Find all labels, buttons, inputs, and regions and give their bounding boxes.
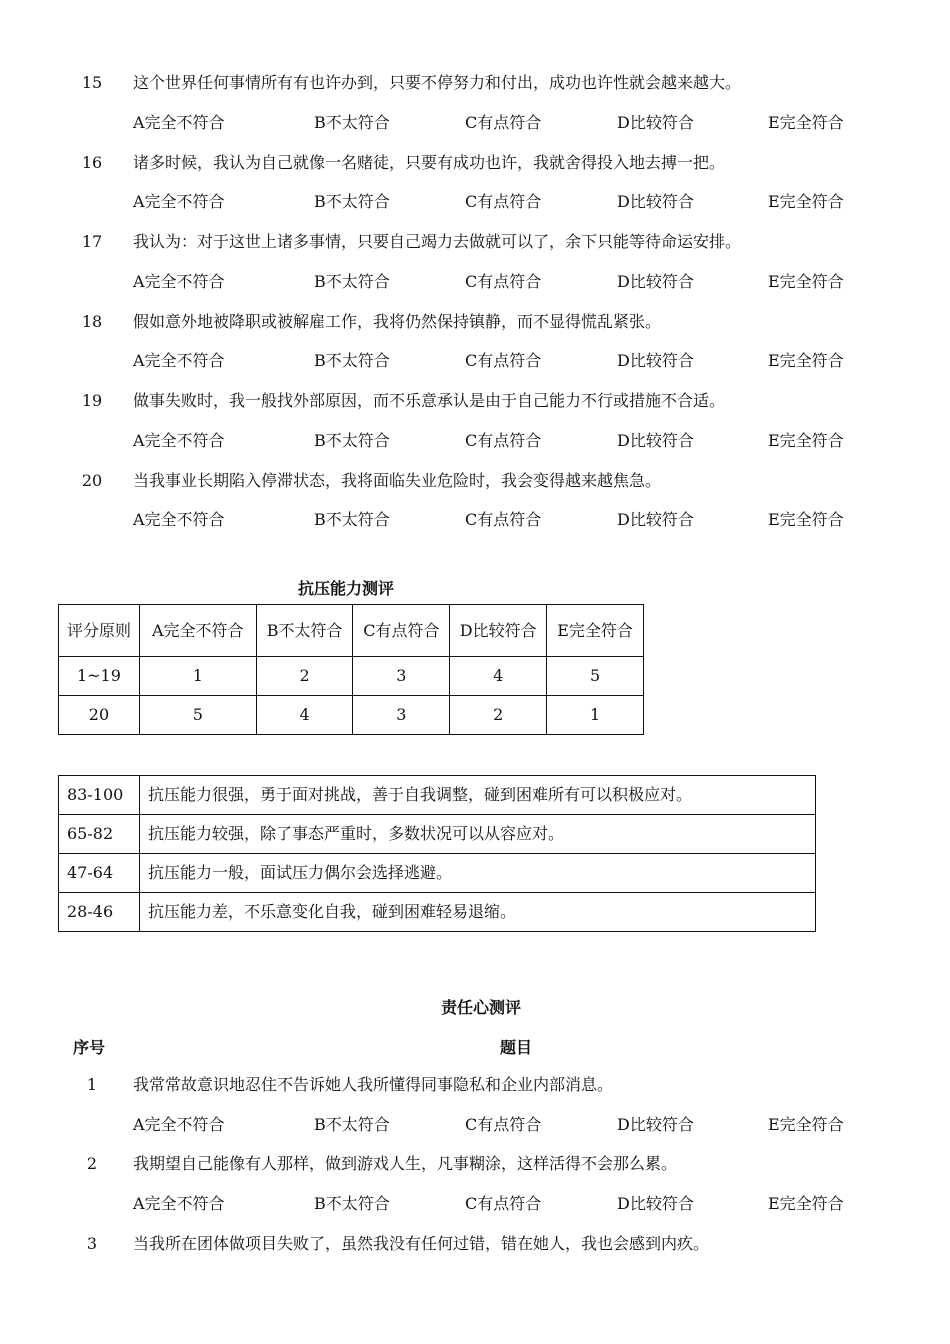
- option-d[interactable]: D比较符合: [617, 510, 694, 529]
- option-d[interactable]: D比较符合: [617, 1115, 694, 1134]
- option-c[interactable]: C有点符合: [465, 351, 542, 370]
- answer-options: [0, 349, 950, 373]
- option-a[interactable]: A完全不符合: [133, 431, 225, 450]
- table-cell: 4: [450, 657, 547, 696]
- responsibility-question-3: [0, 1232, 950, 1256]
- table-header-cell: C有点符合: [353, 605, 450, 657]
- question-number: 19: [81, 391, 103, 410]
- question-number: 1: [86, 1075, 98, 1094]
- option-a[interactable]: A完全不符合: [133, 113, 225, 132]
- option-b[interactable]: B不太符合: [314, 1194, 390, 1213]
- answer-options: [0, 429, 950, 453]
- question-text: 做事失败时，我一般找外部原因，而不乐意承认是由于自己能力不行或措施不合适。: [133, 391, 726, 410]
- option-d[interactable]: D比较符合: [617, 192, 694, 211]
- stress-question-19: [0, 389, 950, 413]
- question-text: 我认为：对于这世上诸多事情，只要自己竭力去做就可以了，余下只能等待命运安排。: [133, 232, 742, 251]
- option-b[interactable]: B不太符合: [314, 431, 390, 450]
- table-cell: 4: [256, 696, 353, 735]
- responsibility-section-title: 责任心测评: [441, 998, 522, 1017]
- option-c[interactable]: C有点符合: [465, 1194, 542, 1213]
- answer-options: [0, 1113, 950, 1137]
- question-number: 16: [81, 153, 103, 172]
- option-a[interactable]: A完全不符合: [133, 1194, 225, 1213]
- option-a[interactable]: A完全不符合: [133, 510, 225, 529]
- table-row: [59, 893, 816, 932]
- stress-question-18: [0, 310, 950, 334]
- table-cell: 5: [139, 696, 256, 735]
- answer-options: [0, 508, 950, 532]
- answer-options: [0, 190, 950, 214]
- table-cell: 20: [59, 696, 140, 735]
- table-cell: 3: [353, 696, 450, 735]
- option-e[interactable]: E完全符合: [768, 192, 844, 211]
- question-text: 当我所在团体做项目失败了，虽然我没有任何过错，错在她人，我也会感到内疚。: [133, 1234, 710, 1253]
- option-a[interactable]: A完全不符合: [133, 272, 225, 291]
- table-header-cell: D比较符合: [450, 605, 547, 657]
- score-range: 83-100: [59, 776, 140, 815]
- option-d[interactable]: D比较符合: [617, 351, 694, 370]
- option-b[interactable]: B不太符合: [314, 192, 390, 211]
- level-table: [58, 775, 816, 932]
- option-b[interactable]: B不太符合: [314, 272, 390, 291]
- option-e[interactable]: E完全符合: [768, 272, 844, 291]
- option-e[interactable]: E完全符合: [768, 1194, 844, 1213]
- table-row: [59, 815, 816, 854]
- option-a[interactable]: A完全不符合: [133, 351, 225, 370]
- question-number: 15: [81, 73, 103, 92]
- table-header-cell: B不太符合: [256, 605, 353, 657]
- score-table: [58, 604, 644, 735]
- answer-options: [0, 270, 950, 294]
- table-cell: 3: [353, 657, 450, 696]
- option-c[interactable]: C有点符合: [465, 431, 542, 450]
- option-a[interactable]: A完全不符合: [133, 1115, 225, 1134]
- stress-question-15: [0, 71, 950, 95]
- score-range: 47-64: [59, 854, 140, 893]
- option-b[interactable]: B不太符合: [314, 1115, 390, 1134]
- option-a[interactable]: A完全不符合: [133, 192, 225, 211]
- table-cell: 1: [547, 696, 644, 735]
- option-b[interactable]: B不太符合: [314, 351, 390, 370]
- score-range: 65-82: [59, 815, 140, 854]
- stress-question-20: [0, 469, 950, 493]
- question-text: 当我事业长期陷入停滞状态，我将面临失业危险时，我会变得越来越焦急。: [133, 471, 662, 490]
- option-d[interactable]: D比较符合: [617, 1194, 694, 1213]
- level-description: 抗压能力差，不乐意变化自我，碰到困难轻易退缩。: [140, 893, 816, 932]
- level-description: 抗压能力一般，面试压力偶尔会选择逃避。: [140, 854, 816, 893]
- option-d[interactable]: D比较符合: [617, 431, 694, 450]
- table-row: [59, 776, 816, 815]
- responsibility-question-1: [0, 1073, 950, 1097]
- table-cell: 2: [256, 657, 353, 696]
- option-e[interactable]: E完全符合: [768, 113, 844, 132]
- option-c[interactable]: C有点符合: [465, 510, 542, 529]
- question-number: 17: [81, 232, 103, 251]
- option-d[interactable]: D比较符合: [617, 272, 694, 291]
- option-b[interactable]: B不太符合: [314, 113, 390, 132]
- score-range: 28-46: [59, 893, 140, 932]
- question-text: 这个世界任何事情所有有也许办到，只要不停努力和付出，成功也许性就会越来越大。: [133, 73, 742, 92]
- option-e[interactable]: E完全符合: [768, 431, 844, 450]
- question-text: 诸多时候，我认为自己就像一名赌徒，只要有成功也许，我就舍得投入地去搏一把。: [133, 153, 726, 172]
- table-row: [59, 657, 644, 696]
- question-number: 2: [86, 1154, 98, 1173]
- question-text: 我常常故意识地忍住不告诉她人我所懂得同事隐私和企业内部消息。: [133, 1075, 614, 1094]
- table-row: [59, 854, 816, 893]
- table-cell: 1: [139, 657, 256, 696]
- table-cell: 1~19: [59, 657, 140, 696]
- question-text: 我期望自己能像有人那样，做到游戏人生，凡事糊涂，这样活得不会那么累。: [133, 1154, 678, 1173]
- option-c[interactable]: C有点符合: [465, 1115, 542, 1134]
- table-header-cell: A完全不符合: [139, 605, 256, 657]
- question-number: 20: [81, 471, 103, 490]
- table-row: [59, 696, 644, 735]
- option-e[interactable]: E完全符合: [768, 510, 844, 529]
- level-description: 抗压能力较强，除了事态严重时，多数状况可以从容应对。: [140, 815, 816, 854]
- option-b[interactable]: B不太符合: [314, 510, 390, 529]
- level-description: 抗压能力很强，勇于面对挑战，善于自我调整，碰到困难所有可以积极应对。: [140, 776, 816, 815]
- column-header-topic: 题目: [500, 1038, 533, 1057]
- column-header-number: 序号: [73, 1038, 106, 1057]
- option-c[interactable]: C有点符合: [465, 192, 542, 211]
- question-text: 假如意外地被降职或被解雇工作，我将仍然保持镇静，而不显得慌乱紧张。: [133, 312, 662, 331]
- answer-options: [0, 1192, 950, 1216]
- question-number: 3: [86, 1234, 98, 1253]
- answer-options: [0, 111, 950, 135]
- stress-question-16: [0, 151, 950, 175]
- table-header-cell: 评分原则: [59, 605, 140, 657]
- option-c[interactable]: C有点符合: [465, 272, 542, 291]
- table-cell: 5: [547, 657, 644, 696]
- option-e[interactable]: E完全符合: [768, 1115, 844, 1134]
- table-cell: 2: [450, 696, 547, 735]
- question-number: 18: [81, 312, 103, 331]
- stress-section-title: 抗压能力测评: [298, 579, 395, 598]
- table-header-cell: E完全符合: [547, 605, 644, 657]
- option-e[interactable]: E完全符合: [768, 351, 844, 370]
- responsibility-question-2: [0, 1152, 950, 1176]
- option-c[interactable]: C有点符合: [465, 113, 542, 132]
- stress-question-17: [0, 230, 950, 254]
- option-d[interactable]: D比较符合: [617, 113, 694, 132]
